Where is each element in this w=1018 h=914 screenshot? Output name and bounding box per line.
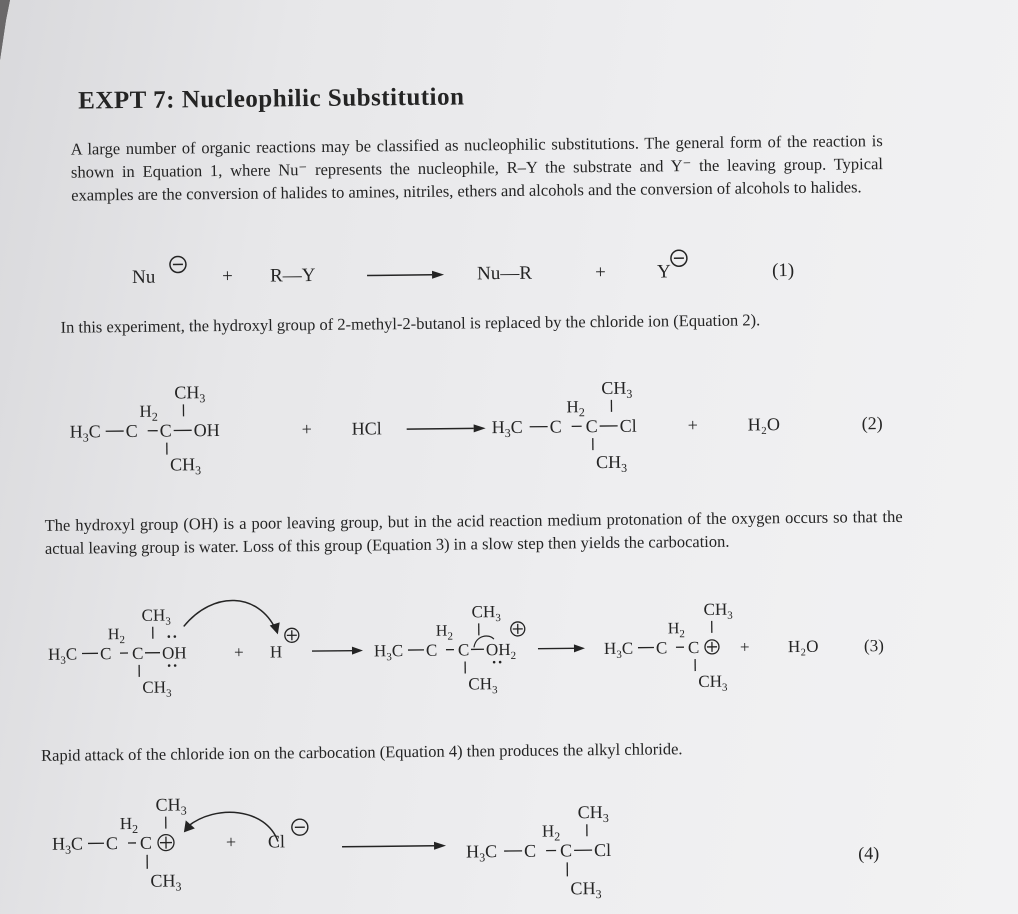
svg-text:CH3: $CH_3$ [570, 878, 602, 902]
eq1-plus: + [221, 265, 233, 287]
svg-text:CH3: $CH_3$ [595, 451, 628, 475]
svg-text:Cl: Cl [593, 839, 612, 861]
2-chloro-2-methylbutane-structure [491, 378, 637, 477]
svg-text:C: C [457, 640, 470, 660]
svg-text:H2: $H_2$ [435, 622, 453, 643]
svg-text:CH3: $CH_3$ [169, 454, 202, 478]
eq4-plus: + [225, 831, 237, 852]
negative-charge-icon [292, 819, 308, 835]
svg-text:Cl: Cl [619, 415, 637, 436]
svg-text:CH3: $CH_3$ [468, 674, 498, 697]
eq4-chloride: Cl [267, 831, 286, 852]
reaction-arrow-icon [312, 647, 363, 656]
equation-4 [45, 779, 916, 912]
alkyl-chloride-structure [466, 802, 612, 903]
svg-text:C: C [99, 644, 112, 664]
eq1-substrate: R—Y [269, 265, 316, 287]
svg-text:H2: $H_2$ [566, 397, 585, 420]
equation-2 [61, 367, 902, 486]
reaction-arrow-icon [367, 271, 444, 280]
svg-text:H2: $H_2$ [667, 620, 685, 641]
intro-paragraph: A large number of organic reactions may be classified as nucleophilic substitutions. The general form of the reaction is shown in Equation 1, where Nu⁻ represents the nucleophile, R–Y the substrate and Y⁻ the leaving group. Typical examples are the conversion of halides to amines, nitriles, ethers and alcohols and the conversion of alcohols to halides. [70, 131, 884, 205]
carbocation-structure [51, 794, 187, 894]
page-title: EXPT 7: Nucleophilic Substitution [78, 83, 465, 115]
svg-text:H2: $H_2$ [139, 401, 158, 424]
svg-text:H3C: $H_3C$ [465, 841, 498, 865]
reaction-arrow-icon [407, 424, 486, 433]
eq3-plus: + [233, 642, 244, 662]
curved-arrow-head-icon [270, 622, 280, 634]
svg-text:CH3: $CH_3$ [174, 382, 206, 406]
alcohol-structure [48, 605, 188, 700]
svg-text:C: C [125, 420, 138, 442]
oxonium-structure [374, 602, 526, 698]
eq1-leaving-group: Y [656, 261, 671, 283]
svg-text:CH3: $CH_3$ [150, 870, 182, 894]
2-methyl-2-butanol-structure [69, 382, 220, 479]
negative-charge-icon [671, 250, 687, 266]
eq2-plus: + [301, 419, 312, 440]
svg-text:H3C: $H_3C$ [47, 644, 78, 667]
eq1-number: (1) [771, 260, 795, 282]
experiment-paragraph: In this experiment, the hydroxyl group of 2-methyl-2-butanol is replaced by the chloride ion (Equation 2). [60, 310, 761, 337]
eq2-number: (2) [861, 413, 883, 434]
svg-text:OH: OH [193, 420, 220, 441]
reaction-arrow-icon [538, 644, 585, 652]
equation-1 [112, 239, 912, 297]
svg-text:H2: $H_2$ [107, 626, 125, 647]
svg-text:C: C [549, 416, 562, 437]
svg-text:C: C [687, 638, 700, 658]
svg-text:CH3: $CH_3$ [703, 599, 733, 622]
svg-text:C: C [131, 643, 144, 663]
eq2-plus-2: + [687, 415, 698, 436]
eq4-number: (4) [858, 843, 880, 864]
eq2-reagent: HCl [351, 418, 382, 439]
eq3-plus-2: + [739, 637, 750, 657]
svg-text:H2: $H_2$ [119, 813, 139, 836]
svg-text:H2: $H_2$ [541, 821, 561, 844]
svg-text:C: C [105, 833, 119, 854]
svg-text:CH3: $CH_3$ [601, 377, 633, 401]
svg-text:H3C: $H_3C$ [69, 421, 101, 445]
svg-text:C: C [159, 420, 172, 441]
svg-text:C: C [425, 640, 438, 660]
eq1-nucleophile: Nu [131, 266, 156, 288]
eq1-plus-2: + [594, 261, 606, 284]
svg-text:H3C: $H_3C$ [373, 641, 404, 664]
svg-text:C: C [655, 638, 668, 658]
eq2-water: H₂O [747, 414, 781, 435]
negative-charge-icon [170, 256, 186, 272]
curved-arrow-icon [183, 600, 275, 630]
reaction-arrow-icon [342, 842, 446, 851]
svg-text:CH3: $CH_3$ [155, 794, 187, 818]
carbocation-structure [603, 600, 734, 695]
eq3-water: H₂O [787, 636, 819, 657]
svg-text:H3C: $H_3C$ [603, 638, 634, 661]
svg-text:H3C: $H_3C$ [491, 416, 523, 441]
svg-text:H3C: $H_3C$ [51, 833, 84, 857]
svg-text:C: C [585, 416, 598, 437]
svg-text:C: C [559, 840, 573, 861]
hydroxyl-paragraph: The hydroxyl group (OH) is a poor leaving group, but in the acid reaction medium protonation of the oxygen occurs so that the actual leaving group is water. Loss of this group (Equation 3) in a slow step then yields the carbocation. [44, 506, 903, 558]
eq3-proton: H [269, 642, 283, 662]
svg-text:CH3: $CH_3$ [142, 677, 172, 700]
eq3-number: (3) [863, 636, 884, 656]
equation-3 [43, 591, 914, 710]
svg-text:CH3: $CH_3$ [698, 671, 728, 694]
rapid-attack-paragraph: Rapid attack of the chloride ion on the carbocation (Equation 4) then produces the alkyl chloride. [40, 739, 683, 765]
svg-text:C: C [523, 840, 537, 861]
svg-text:OH: OH [161, 643, 187, 663]
svg-text:CH3: $CH_3$ [577, 802, 609, 826]
svg-text:CH3: $CH_3$ [141, 605, 171, 628]
svg-text:OH2: $OH_2$ [485, 639, 517, 662]
svg-text:CH3: $CH_3$ [471, 602, 501, 625]
svg-text:C: C [139, 832, 153, 853]
positive-charge-icon [285, 628, 299, 642]
eq1-product: Nu—R [476, 262, 533, 285]
